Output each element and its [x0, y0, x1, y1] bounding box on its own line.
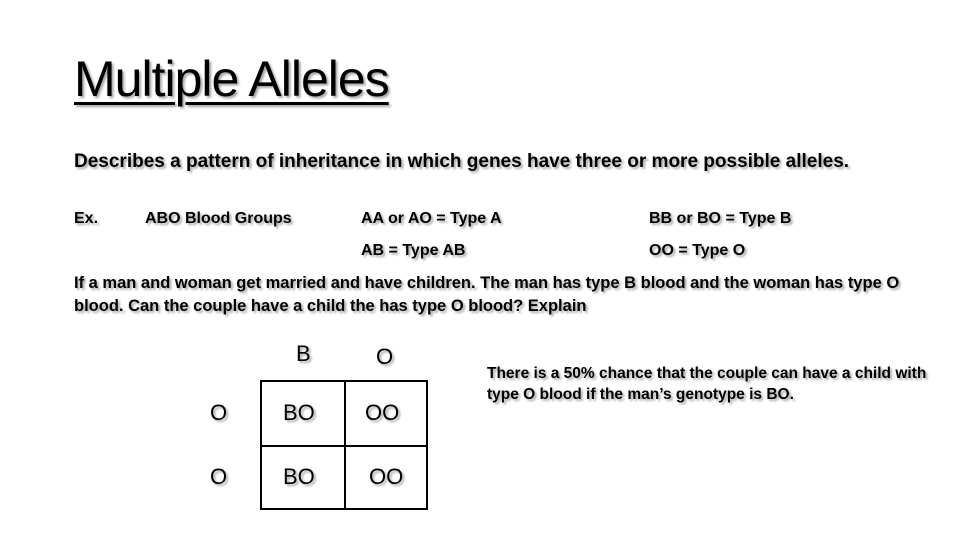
answer-text: There is a 50% chance that the couple can have a child with type O blood if the man’s genotype is BO.	[487, 365, 927, 403]
cell-r2c2: OO	[369, 464, 404, 489]
cell-r1c1: BO	[283, 400, 315, 425]
cell-r2c1: BO	[283, 464, 315, 489]
column-header-1: B	[296, 341, 311, 366]
row-header-2: O	[210, 464, 228, 489]
question-text: If a man and woman get married and have children. The man has type B blood and the woman has type O blood. Can the couple have a child the has type O blood? Explain	[74, 274, 900, 315]
type-ab-rule: AB = Type AB	[361, 242, 466, 259]
type-o-rule: OO = Type O	[649, 242, 746, 259]
example-topic: ABO Blood Groups	[145, 210, 292, 227]
description: Describes a pattern of inheritance in which genes have three or more possible alleles.	[74, 151, 850, 172]
row-header-1: O	[210, 400, 228, 425]
type-b-rule: BB or BO = Type B	[649, 210, 792, 227]
type-a-rule: AA or AO = Type A	[361, 210, 502, 227]
column-header-2: O	[376, 344, 394, 369]
example-label: Ex.	[74, 210, 99, 227]
slide-title: Multiple Alleles	[74, 51, 389, 107]
grid-divider-horizontal	[262, 445, 426, 447]
cell-r1c2: OO	[365, 400, 400, 425]
